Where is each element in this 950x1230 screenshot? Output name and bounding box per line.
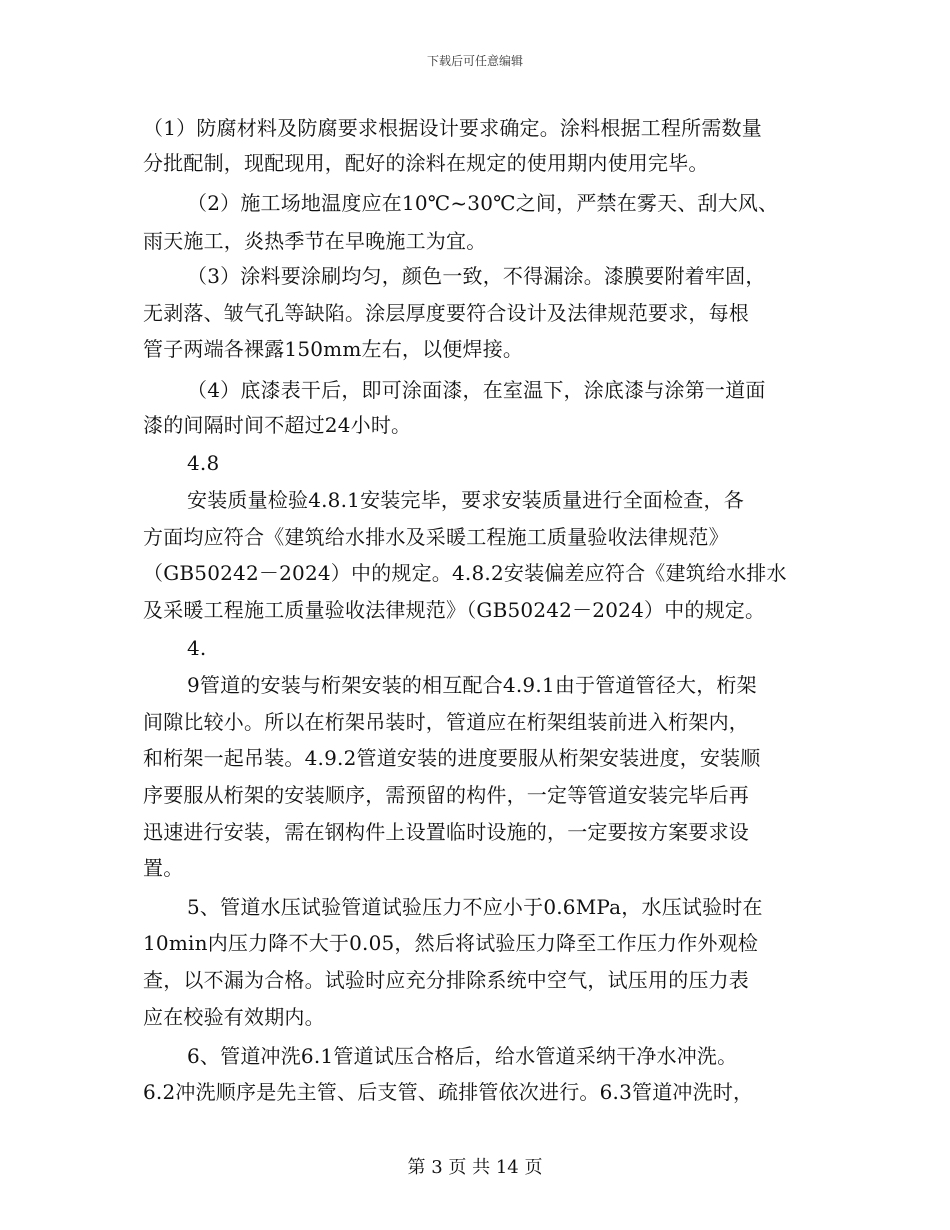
text-line: 和桁架一起吊装。4.9.2管道安装的进度要服从桁架安装进度，安装顺 [143,746,761,770]
text-line: 5、管道水压试验管道试验压力不应小于0.6MPa，水压试验时在 [187,895,763,919]
text-line: 管子两端各裸露150mm左右，以便焊接。 [143,337,524,361]
text-line: （3）涂料要涂刷均匀，颜色一致，不得漏涂。漆膜要附着牢固， [187,264,766,288]
text-line: 及采暖工程施工质量验收法律规范》（GB50242－2024）中的规定。 [143,598,766,622]
text-line: 无剥落、皱气孔等缺陷。涂层厚度要符合设计及法律规范要求，每根 [143,301,749,325]
text-line: 6、管道冲洗6.1管道试压合格后，给水管道采纳干净水冲洗。 [187,1044,738,1068]
text-line: 分批配制，现配现用，配好的涂料在规定的使用期内使用完毕。 [143,151,709,175]
page-header: 下载后可任意编辑 [426,54,523,68]
text-line: 置。 [143,856,184,880]
text-line: 4.8 [187,451,220,475]
text-line: 4. [187,636,207,660]
text-line: 序要服从桁架的安装顺序，需预留的构件，一定等管道安装完毕后再 [143,783,749,807]
text-line: （1）防腐材料及防腐要求根据设计要求确定。涂料根据工程所需数量 [143,116,762,140]
text-line: （4）底漆表干后，即可涂面漆，在室温下，涂底漆与涂第一道面 [187,378,766,402]
text-line: 雨天施工，炎热季节在早晚施工为宜。 [143,229,487,253]
text-line: 安装质量检验4.8.1安装完毕，要求安装质量进行全面检查，各 [187,488,744,512]
page-footer: 第 3 页 共 14 页 [407,1157,543,1178]
text-line: 漆的间隔时间不超过24小时。 [143,413,412,437]
text-line: 迅速进行安装，需在钢构件上设置临时设施的，一定要按方案要求设 [143,820,749,844]
text-line: （2）施工场地温度应在10℃~30℃之间，严禁在雾天、刮大风、 [187,191,779,215]
text-line: （GB50242－2024）中的规定。4.8.2安装偏差应符合《建筑给水排水 [143,561,787,585]
text-line: 6.2冲洗顺序是先主管、后支管、疏排管依次进行。6.3管道冲洗时， [143,1080,754,1104]
text-line: 应在校验有效期内。 [143,1005,325,1029]
text-line: 方面均应符合《建筑给水排水及采暖工程施工质量验收法律规范》 [143,525,729,549]
text-line: 查，以不漏为合格。试验时应充分排除系统中空气，试压用的压力表 [143,968,749,992]
text-line: 9管道的安装与桁架安装的相互配合4.9.1由于管道管径大，桁架 [187,673,757,697]
text-line: 10min内压力降不大于0.05，然后将试验压力降至工作压力作外观检 [143,931,759,955]
text-line: 间隙比较小。所以在桁架吊装时，管道应在桁架组装前进入桁架内， [143,710,749,734]
